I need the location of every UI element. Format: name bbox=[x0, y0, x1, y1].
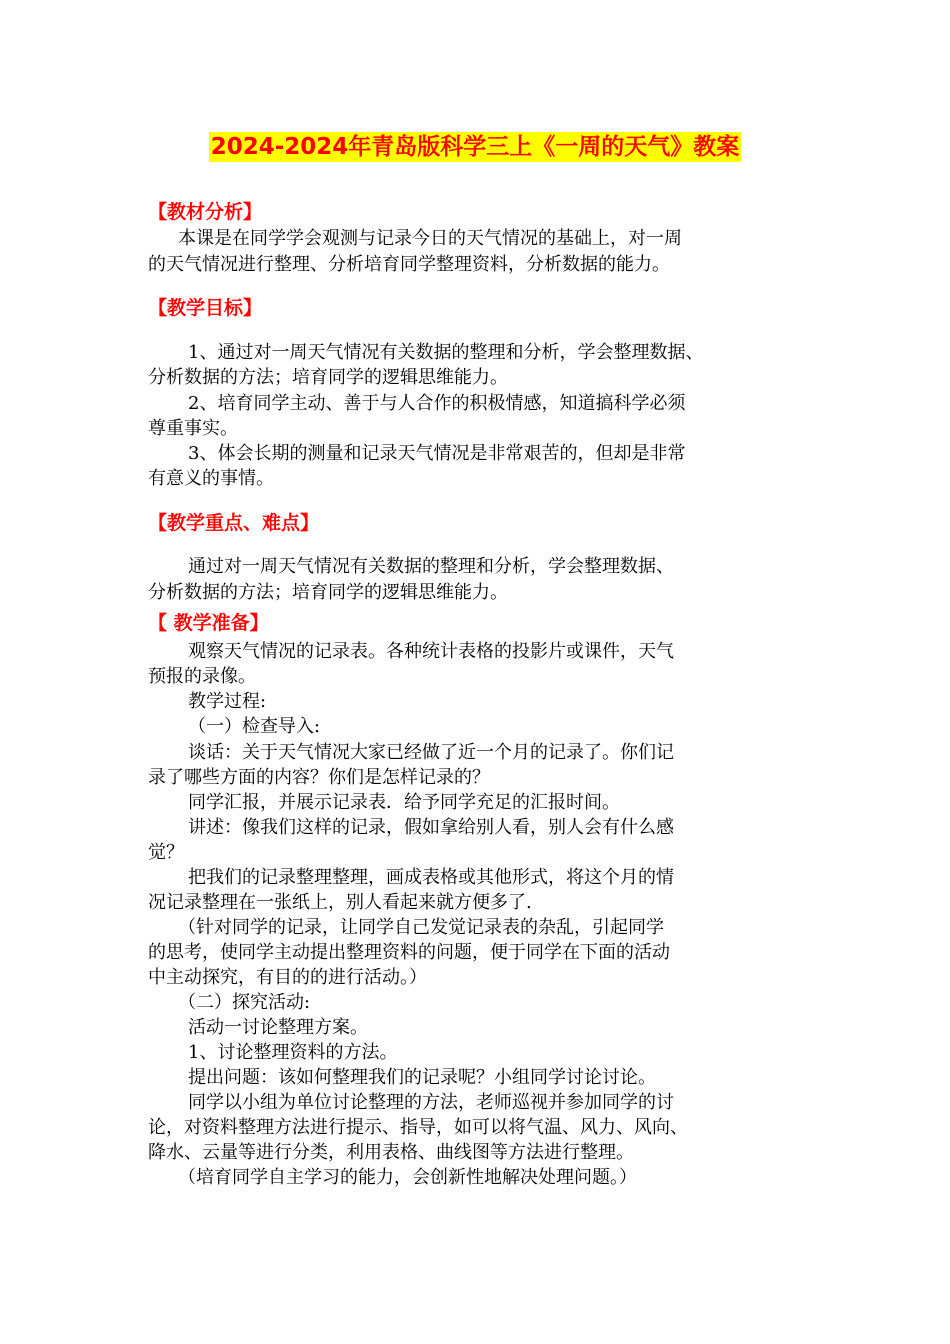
prep-line: 活动一讨论整理方案。 bbox=[188, 1017, 368, 1038]
goals-line: 3、体会长期的测量和记录天气情况是非常艰苦的，但却是非常 bbox=[188, 443, 686, 464]
prep-line: 预报的录像。 bbox=[148, 666, 256, 687]
prep-line: 觉？ bbox=[148, 842, 184, 863]
prep-line: 观察天气情况的记录表。各种统计表格的投影片或课件，天气 bbox=[188, 641, 674, 662]
prep-line: 的思考，使同学主动提出整理资料的问题，便于同学在下面的活动 bbox=[148, 942, 670, 963]
goals-line: 分析数据的方法；培育同学的逻辑思维能力。 bbox=[148, 367, 508, 388]
goals-line: 1、通过对一周天气情况有关数据的整理和分析，学会整理数据、 bbox=[188, 342, 704, 363]
prep-line: 谈话：关于天气情况大家已经做了近一个月的记录了。你们记 bbox=[188, 742, 674, 763]
heading-analysis: 【教材分析】 bbox=[148, 201, 263, 223]
prep-line: 论，对资料整理方法进行提示、指导，如可以将气温、风力、风向、 bbox=[148, 1117, 688, 1138]
heading-goals: 【教学目标】 bbox=[148, 297, 263, 319]
goals-line: 2、培育同学主动、善于与人合作的积极情感，知道搞科学必须 bbox=[188, 393, 686, 414]
key-points-line: 通过对一周天气情况有关数据的整理和分析，学会整理数据、 bbox=[188, 556, 674, 577]
prep-line: 教学过程: bbox=[188, 691, 267, 712]
key-points-line: 分析数据的方法；培育同学的逻辑思维能力。 bbox=[148, 582, 508, 603]
heading-key-points: 【教学重点、难点】 bbox=[148, 512, 320, 534]
prep-line: 讲述：像我们这样的记录，假如拿给别人看，别人会有什么感 bbox=[188, 817, 674, 838]
document-title: 2024-2024年青岛版科学三上《一周的天气》教案 bbox=[210, 134, 740, 160]
prep-line: 录了哪些方面的内容？你们是怎样记录的？ bbox=[148, 767, 490, 788]
analysis-line: 本课是在同学学会观测与记录今日的天气情况的基础上，对一周 bbox=[178, 228, 682, 249]
prep-line: 降水、云量等进行分类，利用表格、曲线图等方法进行整理。 bbox=[148, 1142, 634, 1163]
analysis-line: 的天气情况进行整理、分析培育同学整理资料，分析数据的能力。 bbox=[148, 254, 670, 275]
prep-line: （二）探究活动: bbox=[178, 992, 311, 1013]
goals-line: 尊重事实。 bbox=[148, 418, 238, 439]
heading-preparation: 【 教学准备】 bbox=[148, 612, 269, 634]
prep-line: （针对同学的记录，让同学自己发觉记录表的杂乱，引起同学 bbox=[178, 917, 664, 938]
prep-line: 况记录整理在一张纸上，别人看起来就方便多了. bbox=[148, 892, 532, 913]
prep-line: 提出问题：该如何整理我们的记录呢？小组同学讨论讨论。 bbox=[188, 1067, 656, 1088]
prep-line: （一）检查导入: bbox=[188, 716, 321, 737]
prep-line: 中主动探究，有目的的进行活动。） bbox=[148, 967, 427, 988]
title-wrap bbox=[0, 132, 950, 162]
prep-line: 同学以小组为单位讨论整理的方法，老师巡视并参加同学的讨 bbox=[188, 1092, 674, 1113]
prep-line: 把我们的记录整理整理，画成表格或其他形式，将这个月的情 bbox=[188, 867, 674, 888]
goals-line: 有意义的事情。 bbox=[148, 468, 274, 489]
prep-line: 1、讨论整理资料的方法。 bbox=[188, 1042, 398, 1063]
prep-line: 同学汇报，并展示记录表．给予同学充足的汇报时间。 bbox=[188, 792, 620, 813]
prep-line: （培育同学自主学习的能力，会创新性地解决处理问题。） bbox=[178, 1167, 637, 1188]
